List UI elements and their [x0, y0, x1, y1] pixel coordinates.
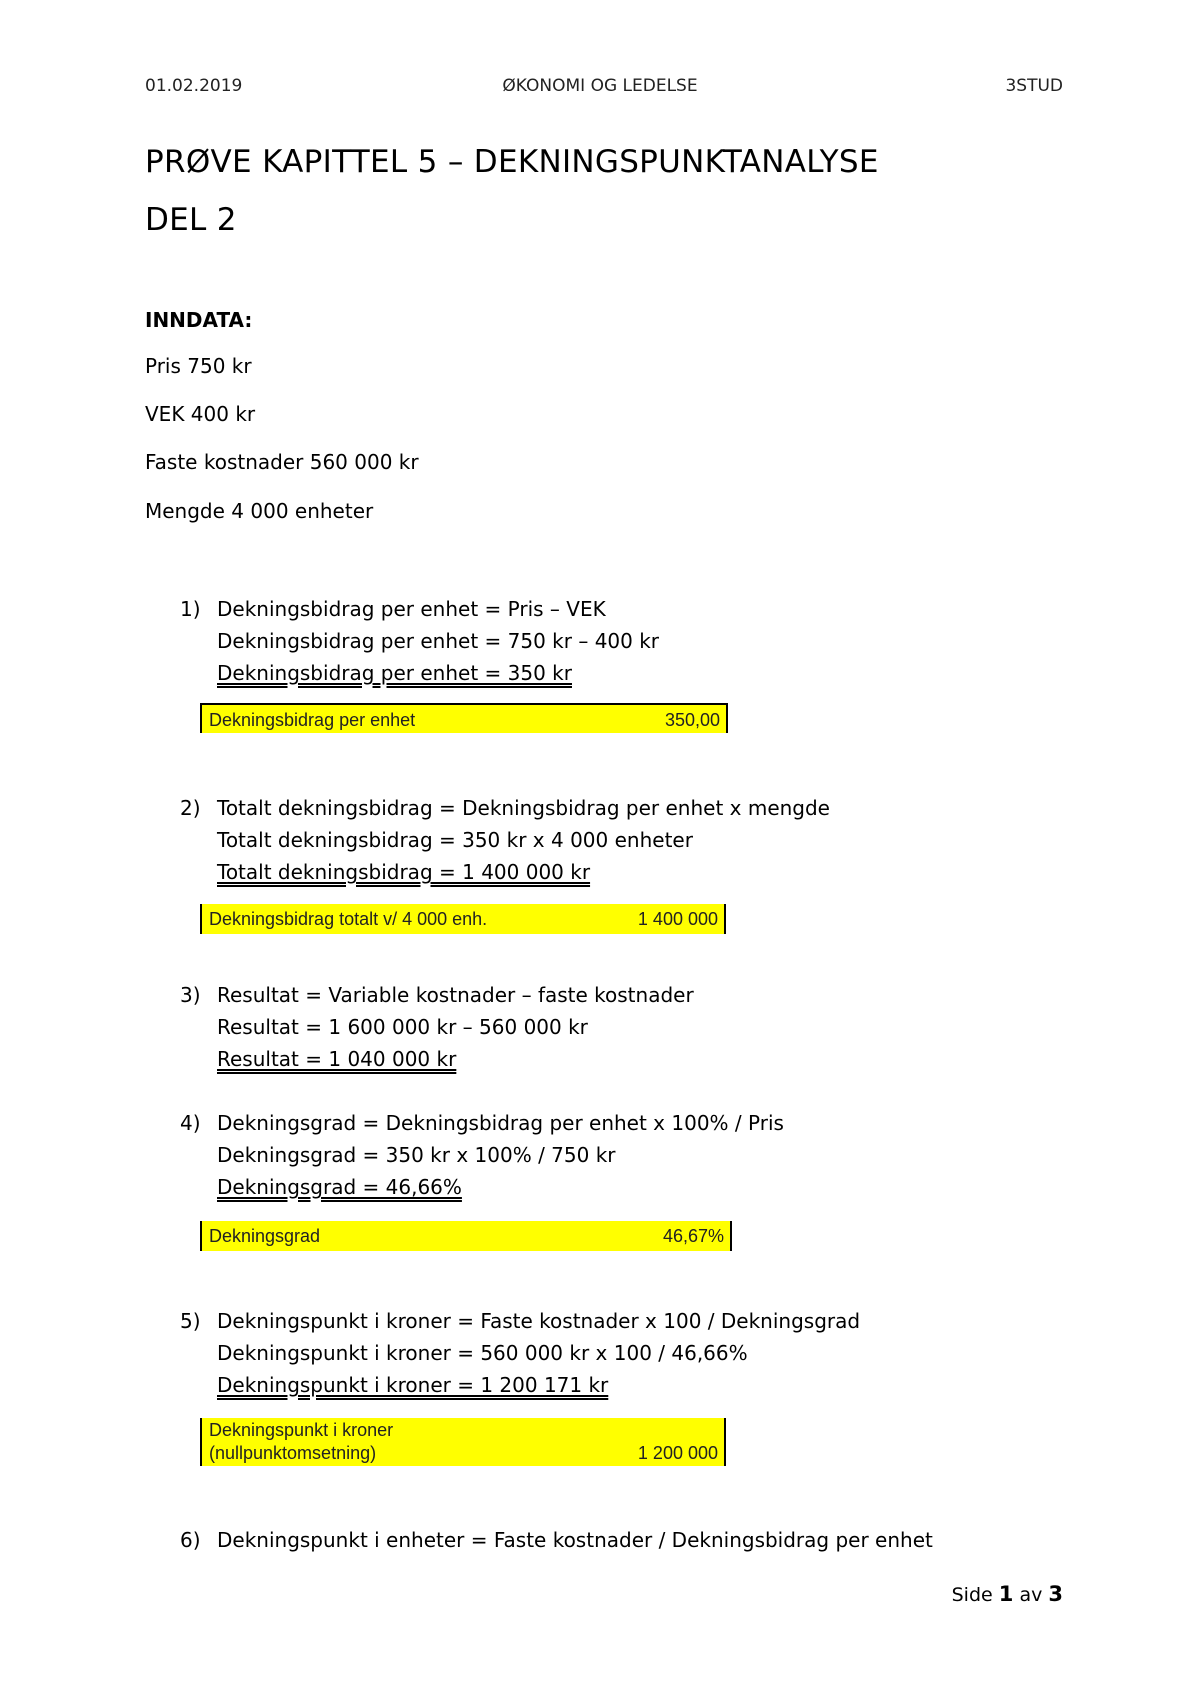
inndata-vek: VEK 400 kr: [145, 402, 256, 426]
cell-label: (nullpunktomsetning): [209, 1443, 377, 1463]
item-number: 3): [180, 983, 201, 1007]
inndata-pris: Pris 750 kr: [145, 354, 252, 378]
formula-line: Dekningsbidrag per enhet = 750 kr – 400 kr: [217, 629, 660, 653]
cell-label: Dekningsgrad: [209, 1226, 321, 1246]
cell-label: Dekningsbidrag totalt v/ 4 000 enh.: [209, 909, 488, 929]
page-title: PRØVE KAPITTEL 5 – DEKNINGSPUNKTANALYSE: [145, 144, 879, 180]
cell-value: 1 200 000: [637, 1443, 718, 1463]
item-number: 1): [180, 597, 201, 621]
footer-page-number: 1: [998, 1582, 1014, 1606]
cell-label: Dekningsbidrag per enhet: [209, 710, 416, 730]
formula-line: Dekningsgrad = Dekningsbidrag per enhet x 100% / Pris: [217, 1111, 784, 1135]
footer-side: Side: [951, 1584, 993, 1606]
formula-line: Totalt dekningsbidrag = Dekningsbidrag per enhet x mengde: [217, 796, 830, 820]
inndata-heading: INNDATA:: [145, 308, 253, 332]
item-number: 5): [180, 1309, 201, 1333]
page-footer: [952, 1582, 1063, 1606]
formula-line: Resultat = 1 600 000 kr – 560 000 kr: [217, 1015, 588, 1039]
spreadsheet-cell-box: [200, 1221, 732, 1251]
formula-line: Dekningsgrad = 350 kr x 100% / 750 kr: [217, 1143, 616, 1167]
formula-result: Dekningsbidrag per enhet = 350 kr: [217, 661, 572, 685]
formula-line: Dekningspunkt i enheter = Faste kostnader / Dekningsbidrag per enhet: [217, 1528, 933, 1552]
formula-result: Dekningsgrad = 46,66%: [217, 1175, 462, 1199]
inndata-faste: Faste kostnader 560 000 kr: [145, 450, 419, 474]
formula-line: Dekningspunkt i kroner = 560 000 kr x 100 / 46,66%: [217, 1341, 748, 1365]
cell-value: 1 400 000: [637, 909, 718, 929]
item-number: 6): [180, 1528, 201, 1552]
formula-line: Dekningspunkt i kroner = Faste kostnader x 100 / Dekningsgrad: [217, 1309, 861, 1333]
formula-line: Totalt dekningsbidrag = 350 kr x 4 000 enheter: [217, 828, 693, 852]
cell-value: 46,67%: [662, 1226, 724, 1246]
header-code: 3STUD: [1005, 76, 1063, 96]
footer-av: av: [1019, 1584, 1043, 1606]
item-number: 2): [180, 796, 201, 820]
formula-result: Totalt dekningsbidrag = 1 400 000 kr: [217, 860, 591, 884]
header-date: 01.02.2019: [145, 76, 243, 96]
spreadsheet-cell-box: [200, 904, 726, 934]
cell-label: Dekningspunkt i kroner: [209, 1420, 394, 1440]
spreadsheet-cell-box: [200, 1418, 726, 1466]
formula-line: Resultat = Variable kostnader – faste kostnader: [217, 983, 694, 1007]
header-course: ØKONOMI OG LEDELSE: [502, 76, 698, 96]
formula-result: Resultat = 1 040 000 kr: [217, 1047, 457, 1071]
formula-line: Dekningsbidrag per enhet = Pris – VEK: [217, 597, 606, 621]
footer-page-total: 3: [1048, 1582, 1063, 1606]
cell-value: 350,00: [664, 710, 720, 730]
item-number: 4): [180, 1111, 201, 1135]
formula-result: Dekningspunkt i kroner = 1 200 171 kr: [217, 1373, 609, 1397]
page-subtitle: DEL 2: [145, 202, 237, 238]
spreadsheet-cell-box: [200, 703, 728, 733]
inndata-mengde: Mengde 4 000 enheter: [145, 499, 374, 523]
